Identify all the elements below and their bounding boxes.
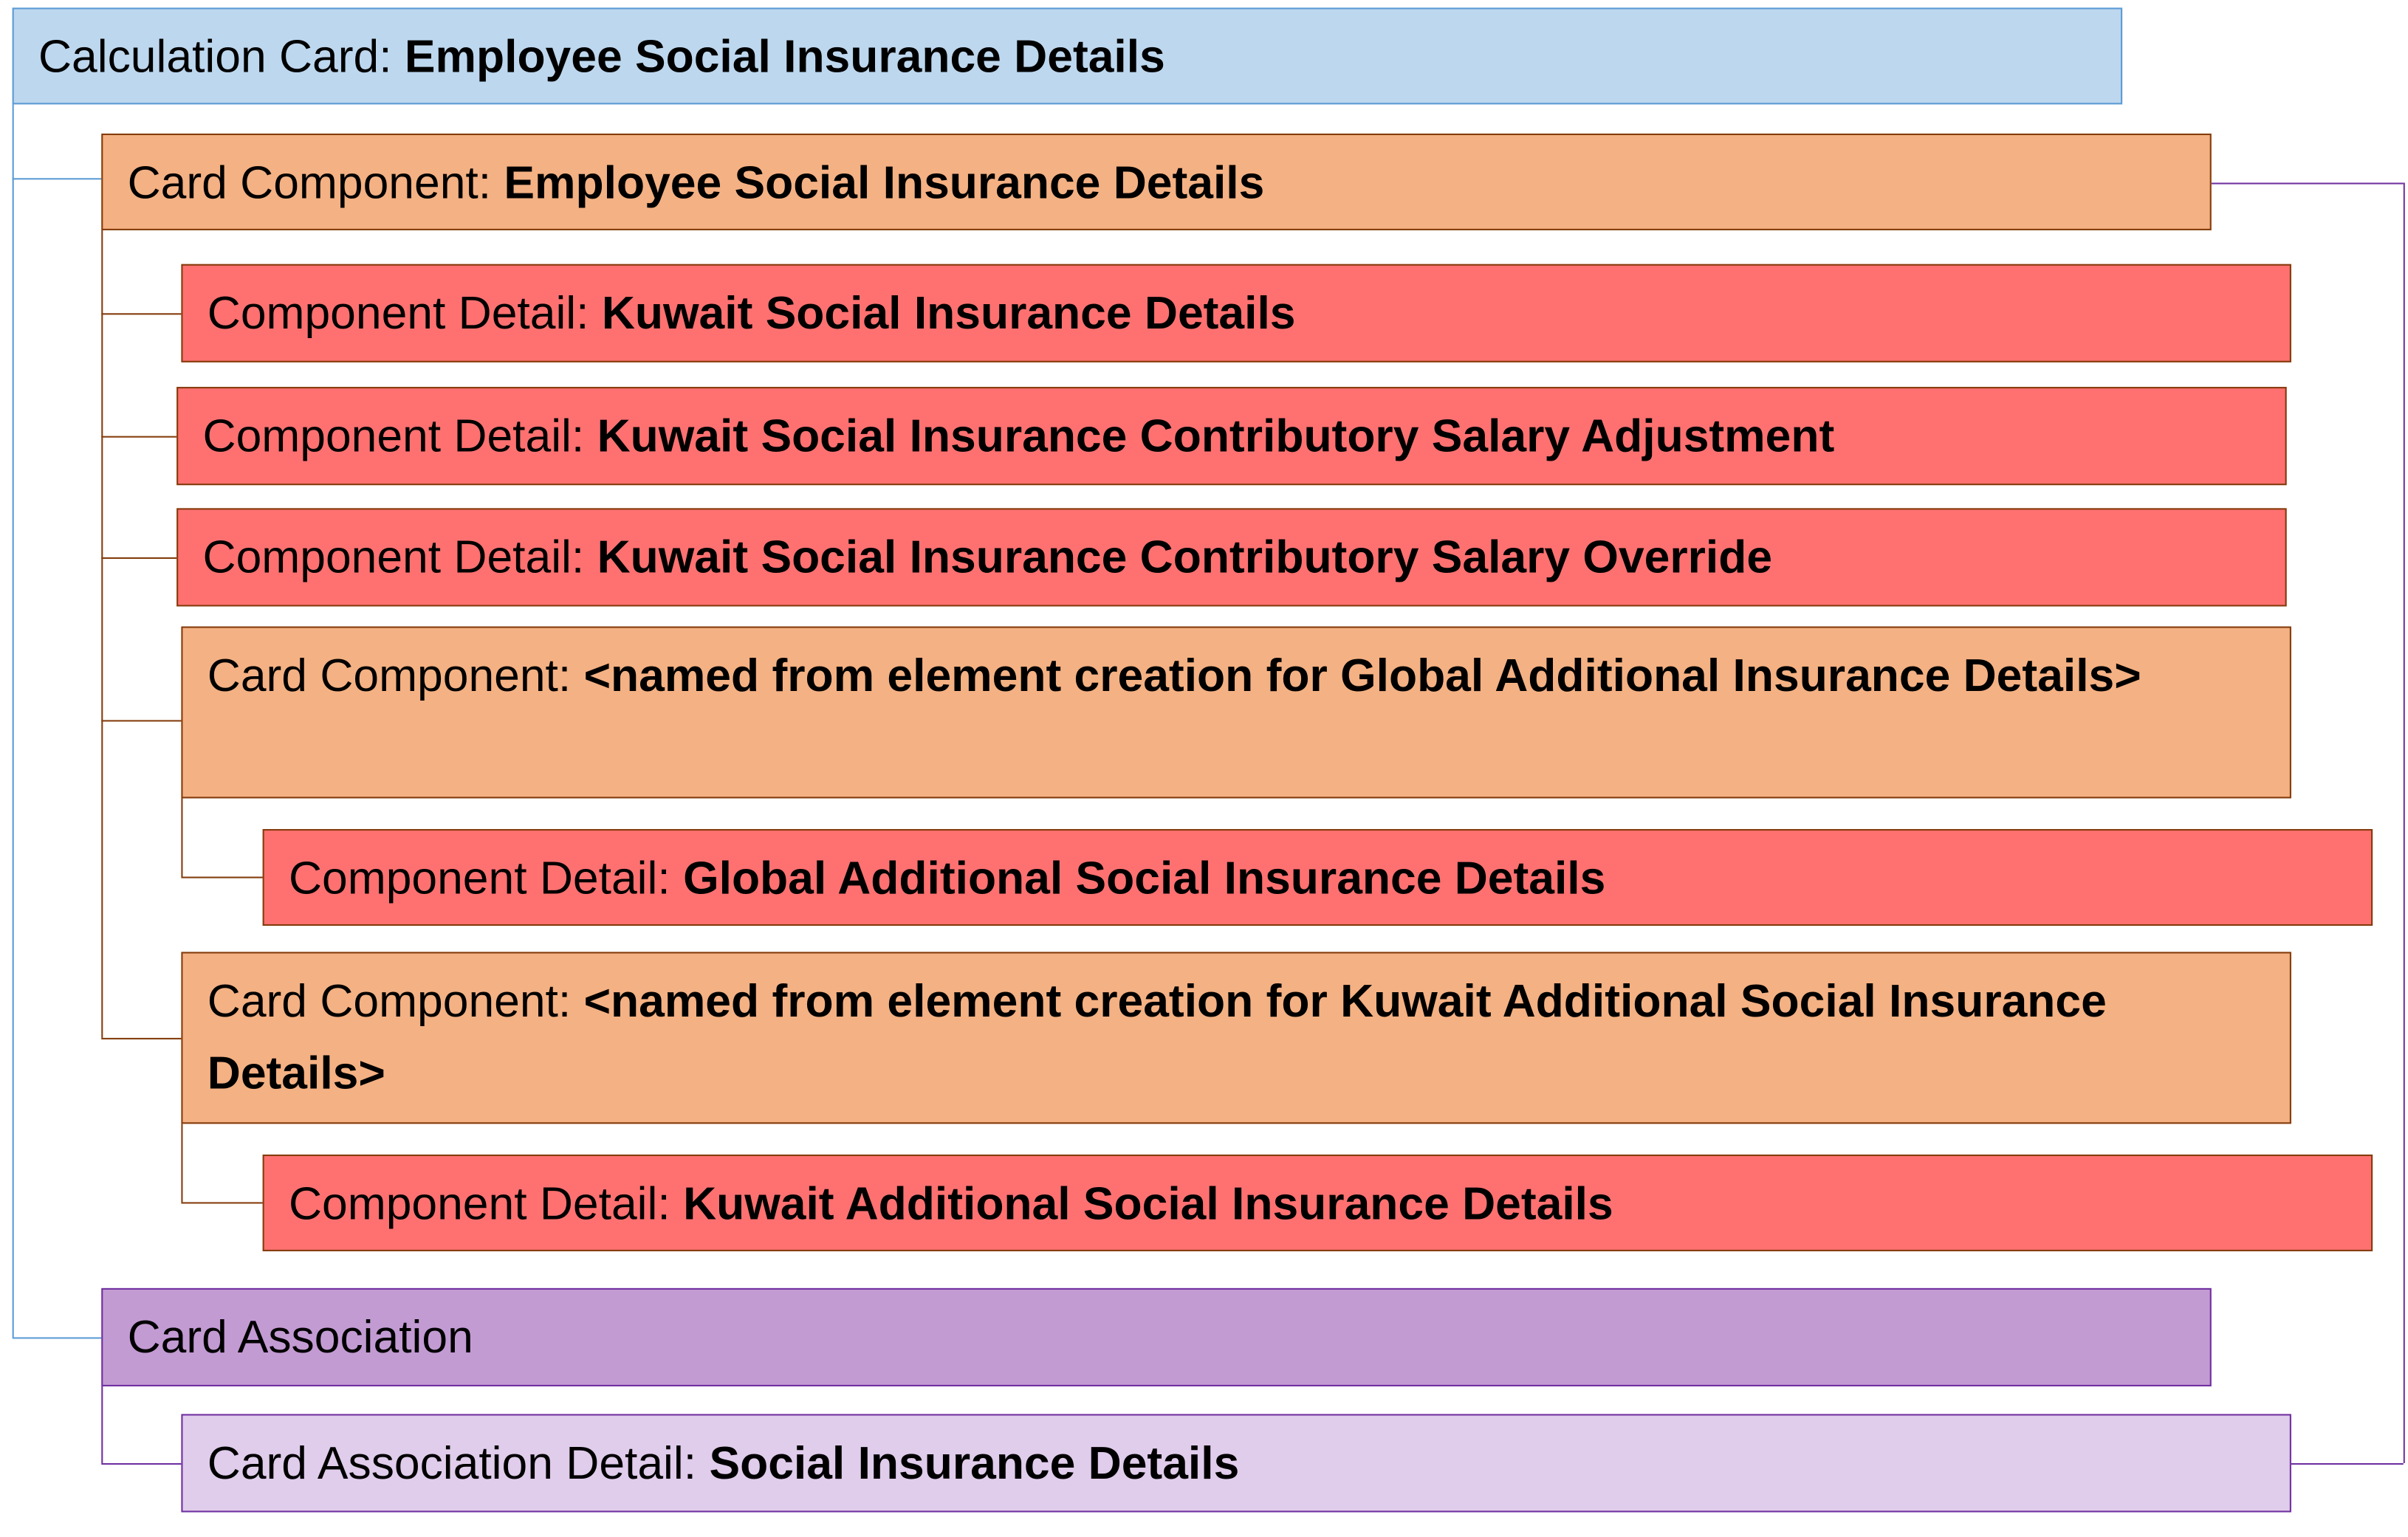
component-detail-box bbox=[176, 387, 2287, 485]
node-prefix: Component Detail: bbox=[202, 411, 597, 462]
node-name: Global Additional Social Insurance Details bbox=[683, 853, 1606, 904]
connector bbox=[101, 1386, 103, 1463]
node-prefix: Card Component: bbox=[207, 650, 584, 702]
node-prefix: Card Component: bbox=[127, 158, 504, 209]
component-detail-box bbox=[263, 829, 2373, 926]
connector bbox=[13, 178, 102, 179]
connector bbox=[181, 798, 182, 876]
connector bbox=[13, 104, 14, 1337]
node-prefix: Card Component: bbox=[207, 976, 584, 1028]
connector bbox=[101, 436, 176, 438]
node-prefix: Card Association bbox=[127, 1313, 473, 1364]
connector bbox=[2212, 182, 2404, 184]
connector bbox=[101, 230, 103, 1038]
component-detail-box bbox=[176, 508, 2287, 606]
connector bbox=[181, 877, 262, 878]
connector bbox=[181, 1124, 182, 1202]
node-name: Employee Social Insurance Details bbox=[404, 32, 1165, 83]
node-name: Social Insurance Details bbox=[709, 1438, 1240, 1490]
node-prefix: Component Detail: bbox=[202, 532, 597, 584]
card-association-detail-box bbox=[181, 1414, 2291, 1512]
node-name: Kuwait Social Insurance Contributory Salary Override bbox=[597, 532, 1773, 584]
card-association-box bbox=[101, 1288, 2212, 1386]
card-component-box bbox=[101, 134, 2212, 230]
node-prefix: Calculation Card: bbox=[38, 32, 405, 83]
connector bbox=[2291, 1463, 2404, 1465]
card-component-box bbox=[181, 627, 2291, 799]
component-detail-box bbox=[263, 1155, 2373, 1251]
connector bbox=[181, 1202, 262, 1203]
component-detail-box bbox=[181, 264, 2291, 362]
connector bbox=[13, 1337, 102, 1338]
connector bbox=[2404, 182, 2405, 1462]
node-name: <named from element creation for Kuwait Additional Social Insurance Details> bbox=[207, 976, 2107, 1100]
node-prefix: Component Detail: bbox=[288, 853, 684, 904]
node-prefix: Card Association Detail: bbox=[207, 1438, 710, 1490]
connector bbox=[101, 720, 181, 721]
node-name: Kuwait Social Insurance Details bbox=[601, 288, 1296, 340]
node-name: <named from element creation for Global Additional Insurance Details> bbox=[583, 650, 2141, 702]
node-prefix: Component Detail: bbox=[288, 1179, 684, 1230]
node-prefix: Component Detail: bbox=[207, 288, 602, 340]
connector bbox=[101, 557, 176, 559]
node-name: Employee Social Insurance Details bbox=[504, 158, 1265, 209]
connector bbox=[101, 1463, 181, 1465]
card-component-box bbox=[181, 952, 2291, 1124]
calculation-card-box bbox=[13, 7, 2123, 104]
connector bbox=[101, 1038, 181, 1039]
node-name: Kuwait Additional Social Insurance Details bbox=[683, 1179, 1613, 1230]
node-name: Kuwait Social Insurance Contributory Salary Adjustment bbox=[597, 411, 1835, 462]
connector bbox=[101, 313, 181, 314]
